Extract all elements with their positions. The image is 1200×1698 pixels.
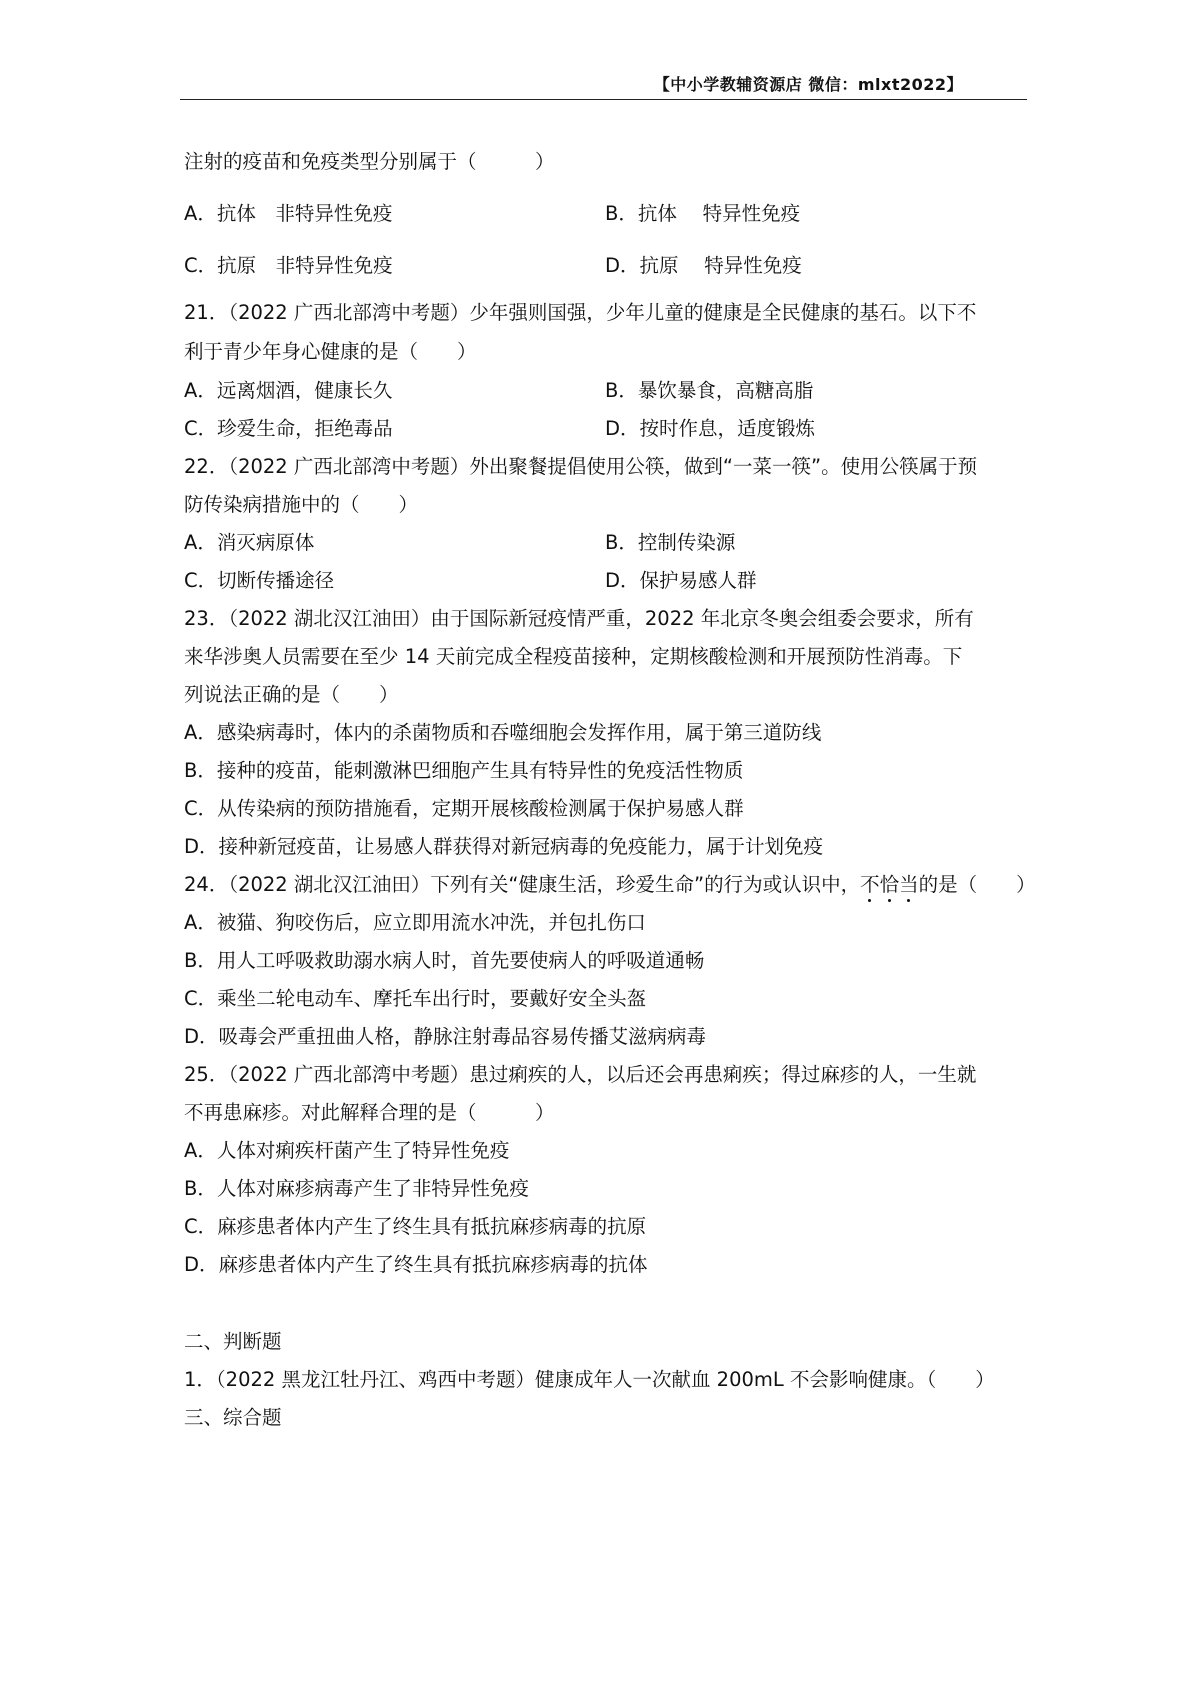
q23-stem-line-3: 列说法正确的是（ ）: [184, 683, 399, 706]
q25-stem-line-1: 25．（2022 广西北部湾中考题）患过痢疾的人，以后还会再患痢疾；得过麻疹的人，一生就: [184, 1063, 977, 1086]
q22-options-row-1: [184, 531, 1024, 555]
q20-stem-tail: 注射的疫苗和免疫类型分别属于（ ）: [184, 150, 555, 173]
q22-option-a: A．消灭病原体: [184, 531, 315, 554]
q22-options-row-2: [184, 569, 1024, 593]
q21-option-a: A．远离烟酒，健康长久: [184, 379, 393, 402]
q23-stem-line-1: 23．（2022 湖北汉江油田）由于国际新冠疫情严重，2022 年北京冬奥会组委会要求，所有: [184, 607, 974, 630]
q21-stem-line-1: 21．（2022 广西北部湾中考题）少年强则国强，少年儿童的健康是全民健康的基石。以下不: [184, 301, 977, 324]
q22-option-d: D．保护易感人群: [605, 569, 757, 592]
section-3-title: 三、综合题: [184, 1406, 282, 1429]
q25-option-b: B．人体对麻疹病毒产生了非特异性免疫: [184, 1177, 529, 1200]
q22-stem-line-1: 22．（2022 广西北部湾中考题）外出聚餐提倡使用公筷，做到“一菜一筷”。使用公筷属于预: [184, 455, 978, 478]
q24-option-b: B．用人工呼吸救助溺水病人时，首先要使病人的呼吸道通畅: [184, 949, 705, 972]
q23-stem-line-2: 来华涉奥人员需要在至少 14 天前完成全程疫苗接种，定期核酸检测和开展预防性消毒。下: [184, 645, 963, 668]
q21-options-row-1: [184, 379, 1024, 403]
q20-option-b: B．抗体 特异性免疫: [605, 202, 801, 225]
q22-stem-line-2: 防传染病措施中的（ ）: [184, 493, 419, 516]
q25-option-a: A．人体对痢疾杆菌产生了特异性免疫: [184, 1139, 510, 1162]
q21-option-d: D．按时作息，适度锻炼: [605, 417, 816, 440]
q23-option-d: D．接种新冠疫苗，让易感人群获得对新冠病毒的免疫能力，属于计划免疫: [184, 835, 824, 858]
header-divider: [180, 99, 1027, 100]
q24-option-a: A．被猫、狗咬伤后，应立即用流水冲洗，并包扎伤口: [184, 911, 646, 934]
q21-option-b: B．暴饮暴食，高糖高脂: [605, 379, 814, 402]
q20-option-c: C．抗原 非特异性免疫: [184, 254, 393, 277]
q23-option-a: A．感染病毒时，体内的杀菌物质和吞噬细胞会发挥作用，属于第三道防线: [184, 721, 822, 744]
q21-stem-line-2: 利于青少年身心健康的是（ ）: [184, 340, 477, 363]
q24-stem-suffix: 的是（ ）: [918, 873, 1036, 896]
q24-emphasis-char-3: 当: [899, 873, 919, 896]
q22-option-c: C．切断传播途径: [184, 569, 335, 592]
section-2-title: 二、判断题: [184, 1330, 282, 1353]
q20-option-a: A．抗体 非特异性免疫: [184, 202, 393, 225]
q20-option-d: D．抗原 特异性免疫: [605, 254, 802, 277]
q24-option-c: C．乘坐二轮电动车、摩托车出行时，要戴好安全头盔: [184, 987, 647, 1010]
q21-option-c: C．珍爱生命，拒绝毒品: [184, 417, 393, 440]
q25-option-c: C．麻疹患者体内产生了终生具有抵抗麻疹病毒的抗原: [184, 1215, 647, 1238]
q23-option-b: B．接种的疫苗，能刺激淋巴细胞产生具有特异性的免疫活性物质: [184, 759, 744, 782]
q21-options-row-2: [184, 417, 1024, 441]
q25-option-d: D．麻疹患者体内产生了终生具有抵抗麻疹病毒的抗体: [184, 1253, 648, 1276]
q24-option-d: D．吸毒会严重扭曲人格，静脉注射毒品容易传播艾滋病病毒: [184, 1025, 707, 1048]
q24-emphasis-char-2: 恰: [879, 873, 900, 896]
q20-options-row-2: [184, 254, 1024, 278]
page-header: 【中小学教辅资源店 微信：mlxt2022】: [653, 75, 963, 94]
q25-stem-line-2: 不再患麻疹。对此解释合理的是（ ）: [184, 1101, 555, 1124]
q23-option-c: C．从传染病的预防措施看，定期开展核酸检测属于保护易感人群: [184, 797, 744, 820]
q24-stem-prefix: 24．（2022 湖北汉江油田）下列有关“健康生活，珍爱生命”的行为或认识中，: [184, 873, 861, 896]
q20-options-row-1: [184, 202, 1024, 226]
q22-option-b: B．控制传染源: [605, 531, 736, 554]
q24-stem: [184, 873, 1036, 897]
q24-emphasis-char-1: 不: [860, 873, 880, 896]
section-2-question-1: 1．（2022 黑龙江牡丹江、鸡西中考题）健康成年人一次献血 200mL 不会影响健康。（ ）: [184, 1368, 995, 1391]
